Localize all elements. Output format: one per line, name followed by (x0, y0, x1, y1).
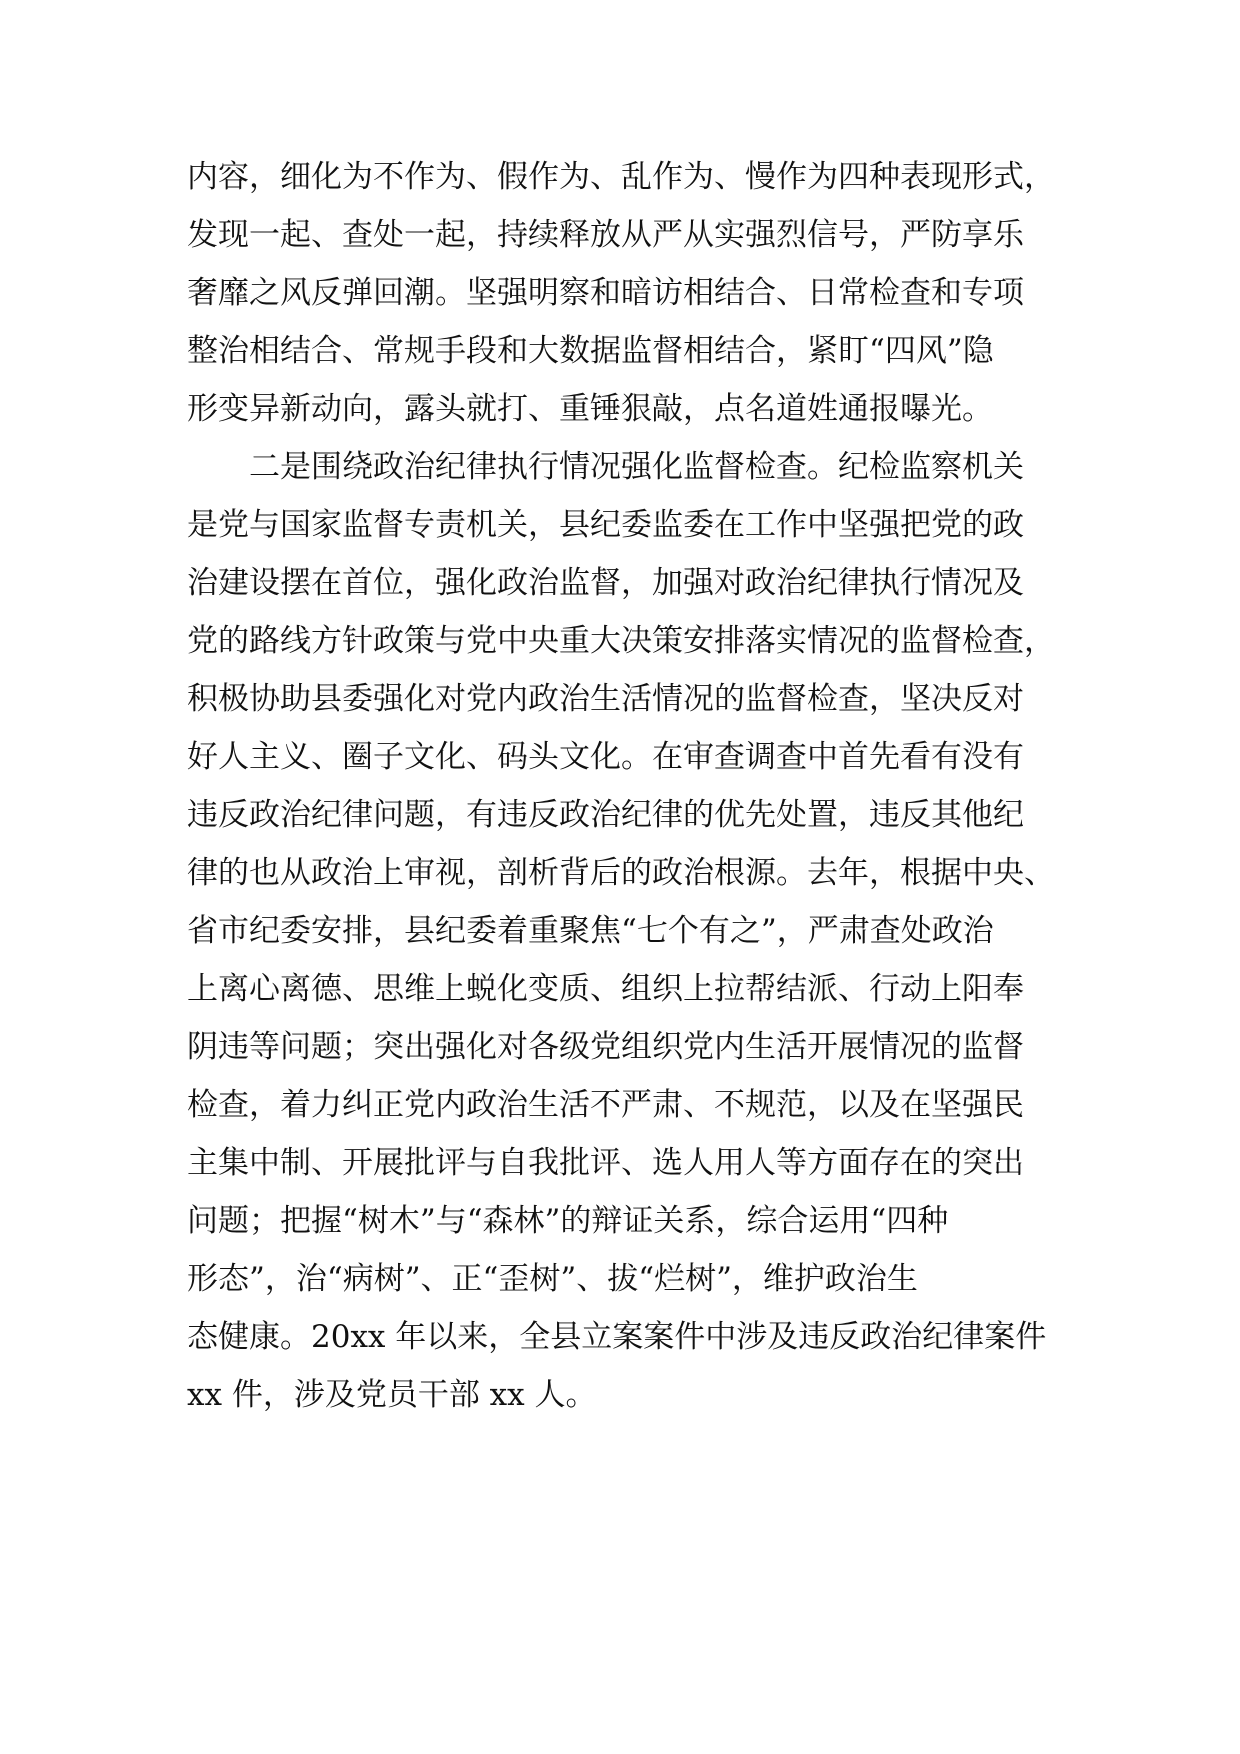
paragraph-line: 积极协助县委强化对党内政治生活情况的监督检查，坚决反对 (187, 681, 1024, 717)
paragraph-line: 省市纪委安排，县纪委着重聚焦“七个有之”，严肃查处政治 (187, 913, 994, 949)
document-body (187, 0, 1087, 1754)
paragraph-line: 党的路线方针政策与党中央重大决策安排落实情况的监督检查， (187, 623, 1055, 659)
paragraph-line: xx 件，涉及党员干部 xx 人。 (187, 1377, 597, 1413)
paragraph-line: 问题；把握“树木”与“森林”的辩证关系，综合运用“四种 (187, 1203, 949, 1239)
paragraph-line: 发现一起、查处一起，持续释放从严从实强烈信号，严防享乐 (187, 217, 1024, 253)
paragraph-line: 阴违等问题；突出强化对各级党组织党内生活开展情况的监督 (187, 1029, 1024, 1065)
paragraph-line: 二是围绕政治纪律执行情况强化监督检查。纪检监察机关 (249, 449, 1024, 485)
paragraph-line: 检查，着力纠正党内政治生活不严肃、不规范，以及在坚强民 (187, 1087, 1024, 1123)
paragraph-line: 好人主义、圈子文化、码头文化。在审查调查中首先看有没有 (187, 739, 1024, 775)
paragraph-line: 内容，细化为不作为、假作为、乱作为、慢作为四种表现形式， (187, 159, 1055, 195)
paragraph-line: 形态”，治“病树”、正“歪树”、拔“烂树”，维护政治生 (187, 1261, 918, 1297)
paragraph-line: 上离心离德、思维上蜕化变质、组织上拉帮结派、行动上阳奉 (187, 971, 1024, 1007)
paragraph-line: 是党与国家监督专责机关，县纪委监委在工作中坚强把党的政 (187, 507, 1024, 543)
paragraph-line: 主集中制、开展批评与自我批评、选人用人等方面存在的突出 (187, 1145, 1024, 1181)
paragraph-line: 整治相结合、常规手段和大数据监督相结合，紧盯“四风”隐 (187, 333, 994, 369)
paragraph-line: 奢靡之风反弹回潮。坚强明察和暗访相结合、日常检查和专项 (187, 275, 1024, 311)
paragraph-line: 形变异新动向，露头就打、重锤狠敲，点名道姓通报曝光。 (187, 391, 993, 427)
paragraph-line: 态健康。20xx 年以来，全县立案案件中涉及违反政治纪律案件 (187, 1319, 1047, 1355)
paragraph-line: 违反政治纪律问题，有违反政治纪律的优先处置，违反其他纪 (187, 797, 1024, 833)
paragraph-line: 治建设摆在首位，强化政治监督，加强对政治纪律执行情况及 (187, 565, 1024, 601)
paragraph-line: 律的也从政治上审视，剖析背后的政治根源。去年，根据中央、 (187, 855, 1055, 891)
